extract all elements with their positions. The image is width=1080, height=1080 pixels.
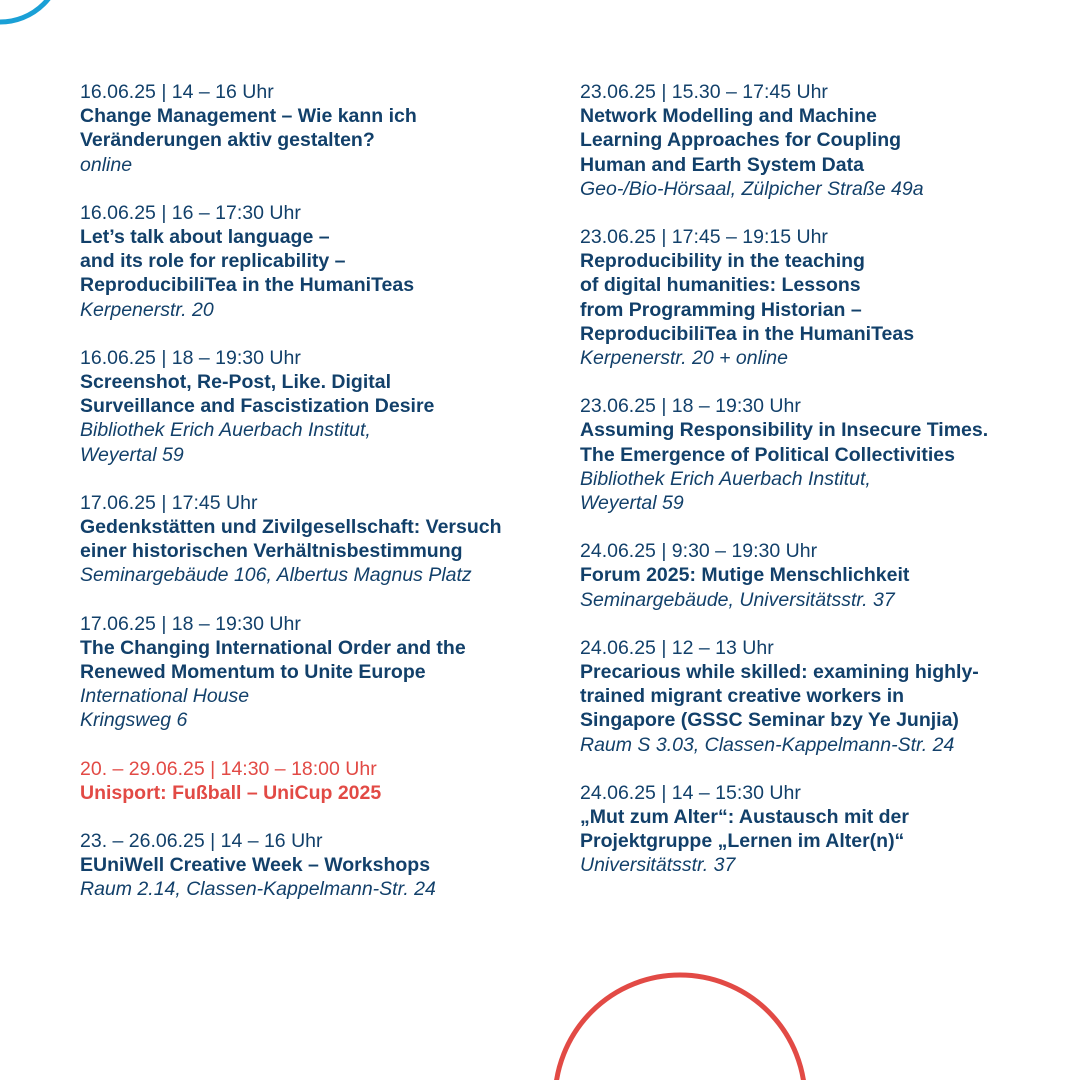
event-date-time: 17.06.25 | 17:45 Uhr xyxy=(80,491,258,514)
event-title: „Mut zum Alter“: Austausch mit der Projektgruppe „Lernen im Alter(n)“ xyxy=(580,806,909,853)
event-location: Bibliothek Erich Auerbach Institut, Weyertal 59 xyxy=(580,467,871,515)
event-title: Unisport: Fußball – UniCup 2025 xyxy=(80,781,382,804)
event-title: Gedenkstätten und Zivilgesellschaft: Versuch einer historischen Verhältnisbestimmung xyxy=(80,516,502,563)
event-entry xyxy=(80,491,540,588)
event-entry xyxy=(580,394,1040,515)
event-location: Seminargebäude, Universitätsstr. 37 xyxy=(580,588,895,611)
event-entry xyxy=(80,80,540,177)
event-location: Universitätsstr. 37 xyxy=(580,854,736,877)
event-date-time: 24.06.25 | 14 – 15:30 Uhr xyxy=(580,781,801,804)
event-location: International House Kringsweg 6 xyxy=(80,685,250,732)
event-entry xyxy=(580,225,1040,370)
event-title: EUniWell Creative Week – Workshops xyxy=(80,854,431,877)
event-title: Network Modelling and Machine Learning Approaches for Coupling Human and Earth System Data xyxy=(580,105,902,176)
event-entry xyxy=(580,80,1040,201)
blue-arc xyxy=(0,0,60,22)
event-date-time: 16.06.25 | 16 – 17:30 Uhr xyxy=(80,201,301,224)
event-entry xyxy=(580,539,1040,612)
event-date-time: 16.06.25 | 18 – 19:30 Uhr xyxy=(80,346,301,369)
event-title: Reproducibility in the teaching of digital humanities: Lessons from Programming Historian – ReproducibiliTea in the HumaniTeas xyxy=(580,250,915,345)
event-date-time: 20. – 29.06.25 | 14:30 – 18:00 Uhr xyxy=(80,757,377,780)
event-title: Forum 2025: Mutige Menschlichkeit xyxy=(580,564,910,587)
event-date-time: 23. – 26.06.25 | 14 – 16 Uhr xyxy=(80,830,323,853)
event-date-time: 16.06.25 | 14 – 16 Uhr xyxy=(80,81,274,103)
event-date-time: 17.06.25 | 18 – 19:30 Uhr xyxy=(80,612,301,635)
blue-circle-decoration xyxy=(0,0,60,40)
red-circle-decoration xyxy=(540,960,820,1080)
event-date-time: 23.06.25 | 17:45 – 19:15 Uhr xyxy=(580,226,828,249)
events-column-left xyxy=(80,80,540,926)
event-title: Let’s talk about language – and its role for replicability – ReproducibiliTea in the HumaniTeas xyxy=(80,226,415,297)
events-column-right xyxy=(580,80,1040,902)
event-entry xyxy=(580,781,1040,878)
event-entry xyxy=(80,201,540,322)
event-date-time: 24.06.25 | 9:30 – 19:30 Uhr xyxy=(580,540,818,563)
event-entry xyxy=(580,636,1040,757)
event-location: Geo-/Bio-Hörsaal, Zülpicher Straße 49a xyxy=(580,177,924,200)
event-title: Assuming Responsibility in Insecure Times. The Emergence of Political Collectivities xyxy=(580,419,989,466)
event-title: Precarious while skilled: examining highly- trained migrant creative workers in Singapore (GSSC Seminar bzy Ye Junjia) xyxy=(580,661,979,732)
event-date-time: 23.06.25 | 15.30 – 17:45 Uhr xyxy=(580,81,828,103)
event-location: Kerpenerstr. 20 + online xyxy=(580,347,788,370)
event-location: Raum S 3.03, Classen-Kappelmann-Str. 24 xyxy=(580,733,955,756)
event-date-time: 23.06.25 | 18 – 19:30 Uhr xyxy=(580,395,801,418)
event-location: Raum 2.14, Classen-Kappelmann-Str. 24 xyxy=(80,878,436,901)
event-title: Screenshot, Re-Post, Like. Digital Surveillance and Fascistization Desire xyxy=(80,371,435,418)
event-entry xyxy=(80,829,540,902)
event-title: The Changing International Order and the Renewed Momentum to Unite Europe xyxy=(80,636,466,684)
event-location: online xyxy=(80,153,133,176)
event-title: Change Management – Wie kann ich Veränderungen aktiv gestalten? xyxy=(80,105,417,152)
event-entry xyxy=(80,612,540,733)
event-entry xyxy=(80,346,540,467)
event-entry xyxy=(80,757,540,805)
event-location: Kerpenerstr. 20 xyxy=(80,298,214,321)
red-arc xyxy=(555,975,805,1080)
event-location: Bibliothek Erich Auerbach Institut, Weyertal 59 xyxy=(80,419,371,466)
event-location: Seminargebäude 106, Albertus Magnus Platz xyxy=(80,564,472,587)
event-date-time: 24.06.25 | 12 – 13 Uhr xyxy=(580,636,774,659)
